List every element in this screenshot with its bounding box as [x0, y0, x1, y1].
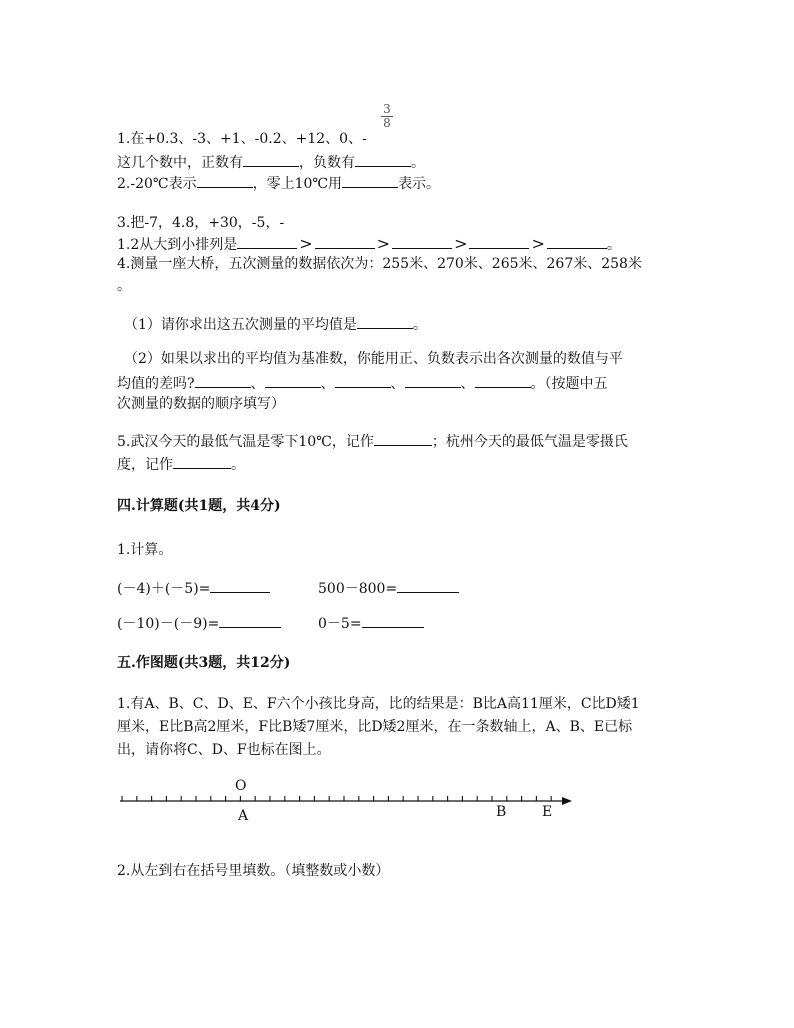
- calc-expr-4: 0－5=: [318, 616, 362, 632]
- q4-sub2-blank-5[interactable]: [475, 373, 531, 388]
- q5-text-a: 5.武汉今天的最低气温是零下10℃，记作: [117, 434, 374, 450]
- q4-sub2-text: 均值的差吗?: [117, 376, 195, 392]
- draw1-line1: 1.有A、B、C、D、E、F六个小孩比身高，比的结果是：B比A高11厘米，C比D矮1: [117, 696, 640, 712]
- q3-end: 。: [606, 237, 621, 253]
- q4-sub2-sep: 、: [390, 376, 405, 392]
- q3-text-a: 1.2从大到小排列是: [117, 237, 238, 253]
- q4-sub1-blank[interactable]: [357, 314, 413, 329]
- q3-blank-5[interactable]: [547, 234, 607, 249]
- q5-text-b: ；杭州今天的最低气温是零摄氏: [431, 434, 628, 450]
- greater-than-sign: >: [376, 234, 391, 253]
- q1-text-b: ，负数有: [299, 155, 355, 171]
- greater-than-sign: >: [299, 234, 313, 253]
- q3-blank-4[interactable]: [469, 234, 529, 249]
- q4-sub1-text: （1）请你求出这五次测量的平均值是: [124, 317, 357, 333]
- q4-sub2-line3: 次测量的数据的顺序填写）: [117, 396, 285, 412]
- q3-blank-1[interactable]: [237, 234, 297, 249]
- q4-sub2-line1: （2）如果以求出的平均值为基准数，你能用正、负数表示出各次测量的数值与平: [124, 351, 623, 367]
- calc-blank-2[interactable]: [397, 578, 459, 593]
- q5-text-d: 。: [231, 457, 245, 473]
- q2-text-c: 表示。: [398, 176, 441, 192]
- fraction-denominator: 8: [383, 116, 391, 130]
- calc-title: 1.计算。: [117, 542, 173, 558]
- q3-blank-3[interactable]: [392, 234, 452, 249]
- calc-expr-1: (－4)＋(－5)=: [117, 581, 211, 597]
- calc-blank-3[interactable]: [219, 613, 281, 628]
- q2-line: [117, 173, 440, 193]
- q5-line1: [117, 431, 628, 451]
- q5-blank-2[interactable]: [173, 454, 231, 469]
- calc-item-3: [117, 613, 281, 633]
- calc-item-4: [318, 613, 424, 633]
- q1-blank-negative[interactable]: [355, 152, 411, 167]
- q4-sub2-line2: [117, 373, 608, 393]
- q4-sub2-sep: 、: [460, 376, 475, 392]
- q4-sub2-sep: 、: [250, 376, 265, 392]
- number-line: [110, 780, 590, 830]
- q4-line2: 。: [117, 278, 131, 294]
- q1-blank-positive[interactable]: [243, 152, 299, 167]
- axis-label-e: E: [542, 804, 553, 820]
- fraction-three-eighths: [381, 103, 393, 130]
- q4-sub2-blank-1[interactable]: [195, 373, 251, 388]
- section-five-heading: 五.作图题(共3题，共12分): [117, 655, 291, 671]
- q3-line1: 3.把-7，4.8，+30，-5，-: [117, 215, 285, 231]
- q4-sub2-blank-4[interactable]: [405, 373, 461, 388]
- draw2-line: 2.从左到右在括号里填数。（填整数或小数）: [117, 863, 390, 879]
- calc-expr-3: (－10)－(－9)=: [117, 616, 220, 632]
- axis-arrow-icon: [562, 797, 572, 805]
- q2-blank-1[interactable]: [197, 173, 253, 188]
- q4-sub2-sep: 、: [320, 376, 335, 392]
- calc-blank-1[interactable]: [210, 578, 270, 593]
- q3-line2: [117, 234, 621, 254]
- greater-than-sign: >: [454, 234, 468, 253]
- fraction-numerator: 3: [383, 102, 391, 116]
- calc-item-1: [117, 578, 270, 598]
- greater-than-sign: >: [531, 234, 545, 253]
- draw1-line3: 出，请你将C、D、F也标在图上。: [117, 742, 331, 758]
- calc-blank-4[interactable]: [362, 613, 424, 628]
- q2-text-a: 2.-20℃表示: [117, 176, 197, 192]
- axis-label-origin: O: [235, 778, 247, 794]
- q2-blank-2[interactable]: [342, 173, 398, 188]
- q4-sub2-blank-3[interactable]: [335, 373, 391, 388]
- q1-text-c: 。: [411, 155, 425, 171]
- q5-text-c: 度，记作: [117, 457, 173, 473]
- calc-expr-2: 500－800=: [318, 581, 398, 597]
- q4-sub1: [124, 314, 427, 334]
- q3-blank-2[interactable]: [315, 234, 375, 249]
- q5-line2: [117, 454, 245, 474]
- q1-text-a: 这几个数中，正数有: [117, 155, 243, 171]
- calc-item-2: [318, 578, 459, 598]
- q2-text-b: ，零上10℃用: [252, 176, 343, 192]
- q4-sub2-end: 。（按题中五: [530, 376, 608, 392]
- axis-label-b: B: [496, 804, 507, 820]
- q4-sub1-end: 。: [412, 317, 427, 333]
- draw1-line2: 厘米，E比B高2厘米，F比B矮7厘米，比D矮2厘米，在一条数轴上，A、B、E已标: [117, 719, 633, 735]
- q4-sub2-blank-2[interactable]: [265, 373, 321, 388]
- q5-blank-1[interactable]: [374, 431, 432, 446]
- axis-label-a: A: [238, 808, 249, 824]
- q4-line1: 4.测量一座大桥，五次测量的数据依次为：255米、270米、265米、267米、258米: [117, 256, 642, 272]
- q1-line2: [117, 152, 425, 172]
- section-four-heading: 四.计算题(共1题，共4分): [117, 498, 281, 514]
- q1-line1: 1.在+0.3、-3、+1、-0.2、+12、0、-: [117, 131, 367, 147]
